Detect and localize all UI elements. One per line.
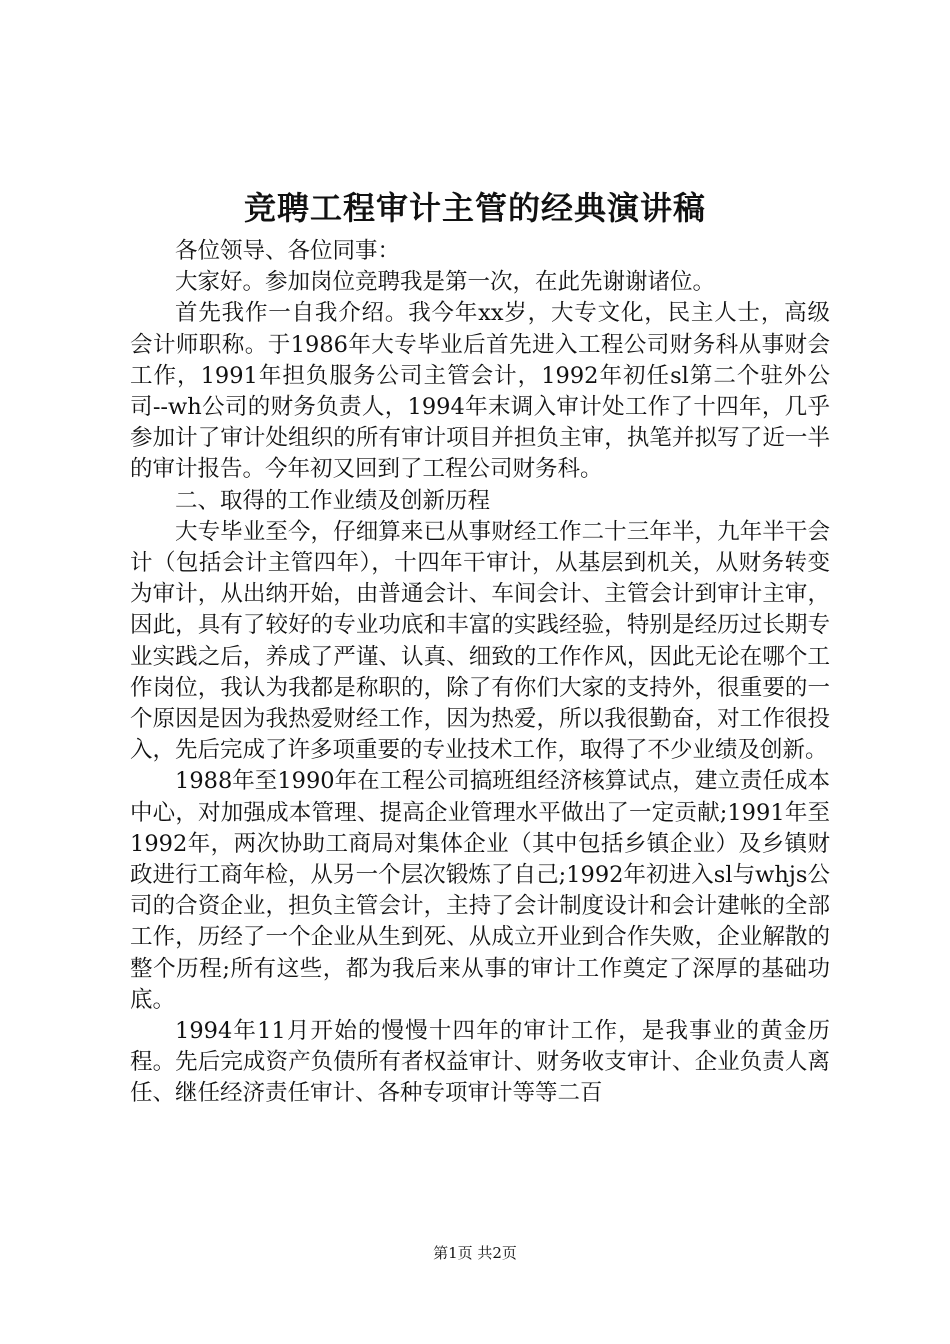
paragraph-experience: 大专毕业至今，仔细算来已从事财经工作二十三年半，九年半干会计（包括会计主管四年），十四年干审计，从基层到机关，从财务转变为审计，从出纳开始，由普通会计、车间会计、主管会计到审计主审，因此，具有了较好的专业功底和丰富的实践经验，特别是经历过长期专业实践之后，养成了严谨、认真、细致的工作作风，因此无论在哪个工作岗位，我认为我都是称职的，除了有你们大家的支持外，很重要的一个原因是因为我热爱财经工作，因为热爱，所以我很勤奋，对工作很投入，先后完成了许多项重要的专业技术工作，取得了不少业绩及创新。 bbox=[130, 518, 830, 764]
document-title: 竞聘工程审计主管的经典演讲稿 bbox=[243, 189, 706, 227]
paragraph-achievements: 1988年至1990年在工程公司搞班组经济核算试点，建立责任成本中心，对加强成本管理、提高企业管理水平做出了一定贡献;1991年至1992年，两次协助工商局对集体企业（其中包括乡镇企业）及乡镇财政进行工商年检，从另一个层次锻炼了自己;1992年初进入sl与whjs公司的合资企业，担负主管会计，主持了会计制度设计和会计建帐的全部工作，历经了一个企业从生到死、从成立开业到合作失败，企业解散的整个历程;所有这些，都为我后来从事的审计工作奠定了深厚的基础功底。 bbox=[130, 768, 830, 1013]
paragraph-audit-work: 1994年11月开始的慢慢十四年的审计工作，是我事业的黄金历程。先后完成资产负债所有者权益审计、财务收支审计、企业负责人离任、继任经济责任审计、各种专项审计等等二百 bbox=[130, 1018, 830, 1107]
paragraph-salutation: 各位领导、各位同事： bbox=[175, 238, 401, 264]
page-number-footer: 第1页 共2页 bbox=[433, 1244, 517, 1262]
document-body bbox=[130, 236, 830, 1110]
paragraph-self-introduction: 首先我作一自我介绍。我今年xx岁，大专文化，民主人士，高级会计师职称。于1986年大专毕业后首先进入工程公司财务科从事财会工作，1991年担负服务公司主管会计，1992年初任sl第二个驻外公司--wh公司的财务负责人，1994年末调入审计处工作了十四年，几乎参加计了审计处组织的所有审计项目并担负主审，执笔并拟写了近一半的审计报告。今年初又回到了工程公司财务科。 bbox=[130, 300, 830, 483]
paragraph-greeting: 大家好。参加岗位竞聘我是第一次，在此先谢谢诸位。 bbox=[175, 269, 716, 296]
section-heading: 二、取得的工作业绩及创新历程 bbox=[175, 487, 491, 514]
